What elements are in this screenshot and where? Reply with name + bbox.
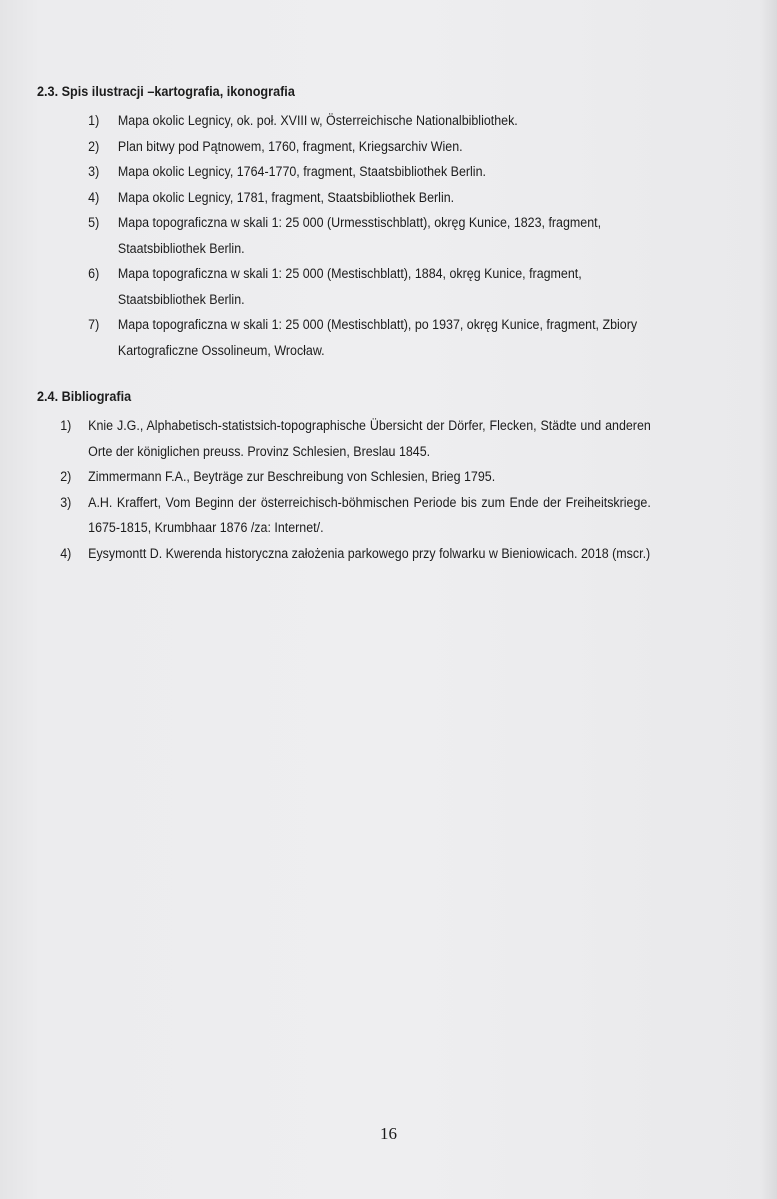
item-text: Eysymontt D. Kwerenda historyczna założenia parkowego przy folwarku w Bieniowicach. 2018 (mscr.) bbox=[88, 545, 651, 561]
bibliography-section bbox=[37, 387, 651, 566]
item-number: 5) bbox=[88, 215, 100, 230]
list-item bbox=[37, 413, 651, 464]
item-text: Mapa topograficzna w skali 1: 25 000 (Urmesstischblatt), okręg Kunice, 1823, fragment, Staatsbibliothek Berlin. bbox=[117, 215, 602, 256]
item-number: 6) bbox=[88, 266, 100, 281]
list-item bbox=[37, 541, 651, 567]
item-text: Mapa topograficzna w skali 1: 25 000 (Mestischblatt), po 1937, okręg Kunice, fragment, Zbiory Kartograficzne Ossolineum, Wrocław. bbox=[117, 317, 638, 358]
item-text: Knie J.G., Alphabetisch-statistsich-topographische Übersicht der Dörfer, Flecken, Städte und anderen Orte der königlichen preuss. Provinz Schlesien, Breslau 1845. bbox=[88, 418, 651, 459]
page-number: 16 bbox=[380, 1124, 397, 1143]
list-item bbox=[37, 185, 651, 211]
item-number: 4) bbox=[88, 189, 100, 205]
item-text: Mapa okolic Legnicy, ok. poł. XVIII w, Österreichische Nationalbibliothek. bbox=[117, 113, 518, 128]
illustrations-list bbox=[37, 108, 651, 363]
item-number: 4) bbox=[60, 545, 72, 561]
item-number: 7) bbox=[88, 317, 100, 332]
item-number: 2) bbox=[88, 138, 100, 154]
item-number: 1) bbox=[88, 113, 100, 128]
item-number: 2) bbox=[60, 469, 72, 484]
item-text: Mapa okolic Legnicy, 1764-1770, fragment, Staatsbibliothek Berlin. bbox=[117, 164, 486, 179]
item-number: 3) bbox=[88, 164, 100, 179]
page-content bbox=[37, 82, 651, 566]
list-item bbox=[37, 490, 651, 541]
bibliography-heading: 2.4. Bibliografia bbox=[37, 389, 132, 404]
list-item bbox=[37, 312, 651, 363]
list-item bbox=[37, 159, 651, 185]
list-item bbox=[37, 261, 651, 312]
bibliography-list bbox=[37, 413, 651, 566]
list-item bbox=[37, 108, 651, 134]
item-text: Mapa okolic Legnicy, 1781, fragment, Staatsbibliothek Berlin. bbox=[117, 189, 455, 205]
item-number: 3) bbox=[60, 494, 72, 510]
item-text: Mapa topograficzna w skali 1: 25 000 (Mestischblatt), 1884, okręg Kunice, fragment, Staatsbibliothek Berlin. bbox=[117, 266, 582, 307]
illustrations-heading: 2.3. Spis ilustracji –kartografia, ikonografia bbox=[37, 84, 295, 99]
list-item bbox=[37, 210, 651, 261]
list-item bbox=[37, 134, 651, 160]
item-text: Plan bitwy pod Pątnowem, 1760, fragment, Kriegsarchiv Wien. bbox=[117, 138, 463, 154]
item-text: A.H. Kraffert, Vom Beginn der österreichisch-böhmischen Periode bis zum Ende der Freiheitskriege. 1675-1815, Krumbhaar 1876 /za: Internet/. bbox=[88, 494, 651, 535]
list-item bbox=[37, 464, 651, 490]
item-text: Zimmermann F.A., Beyträge zur Beschreibung von Schlesien, Brieg 1795. bbox=[88, 469, 496, 484]
illustrations-section bbox=[37, 82, 651, 363]
item-number: 1) bbox=[60, 418, 72, 433]
